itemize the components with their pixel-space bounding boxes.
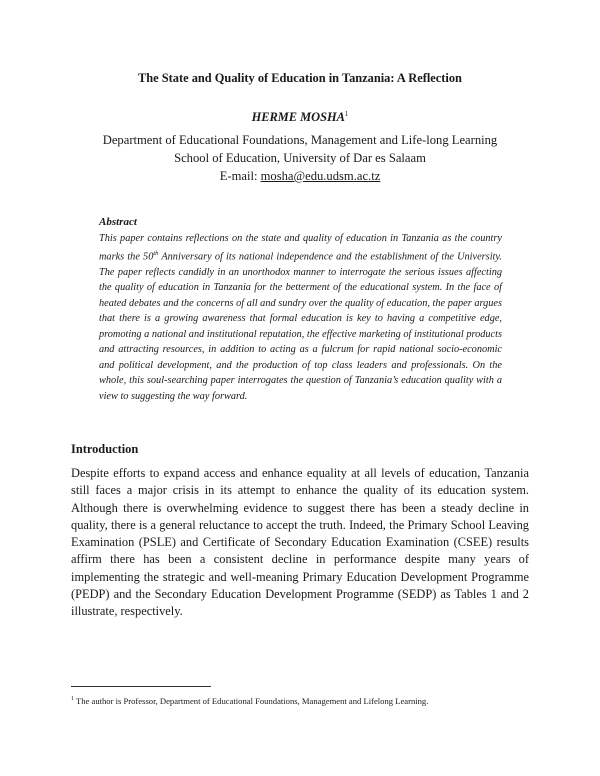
email-label: E-mail:	[219, 169, 261, 183]
abstract-heading: Abstract	[99, 216, 137, 228]
introduction-heading: Introduction	[71, 442, 139, 456]
introduction-paragraph: Despite efforts to expand access and enhance equality at all levels of education, Tanzania still faces a major crisis in its attempt to enhance the quality of its education system. Although there is overwhelming evidence to suggest there has been a steady decline in quality, there is a general reluctance to accept the truth. Indeed, the Primary School Leaving Examination (PSLE) and Certificate of Secondary Education Examination (CSEE) results affirm there has been a consistent decline in performance despite many years of implementing the strategic and well-meaning Primary Education Development Programme (PEDP) and the Secondary Education Development Programme (SEDP) as Tables 1 and 2 illustrate, respectively.	[71, 466, 529, 619]
footnote-text: The author is Professor, Department of Educational Foundations, Management and Lifelong Learning.	[74, 695, 429, 706]
footnote-divider	[71, 686, 211, 687]
author-footnote-mark: 1	[344, 110, 349, 118]
abstract-section	[99, 215, 502, 404]
author-name	[0, 110, 600, 125]
abstract-ordinal-suffix: th	[153, 250, 159, 257]
email-link[interactable]: mosha@edu.udsm.ac.tz	[260, 169, 381, 183]
affiliation-school: School of Education, University of Dar es Salaam	[174, 151, 426, 165]
author-text: HERME MOSHA	[251, 110, 345, 125]
paper-title: The State and Quality of Education in Tanzania: A Reflection	[138, 71, 462, 85]
affiliation-department: Department of Educational Foundations, Management and Life-long Learning	[102, 133, 498, 147]
affiliation-block	[0, 131, 600, 185]
footnote-mark: 1	[71, 696, 74, 702]
footnote	[71, 694, 541, 707]
abstract-text-part2: Anniversary of its national independence and the establishment of the University. The paper reflects candidly in an unorthodox manner to interrogate the serious issues affecting the quality of education in Tanzania for the betterment of the educational system. In the face of heated debates and the concerns of all and sundry over the quality of education, the paper argues that there is a growing awareness that formal education is key to having a competitive edge, promoting a national and institutional reputation, the effective marketing of institutional products and attracting resources, in addition to acting as a fulcrum for rapid national socio-economic and political development, and the production of top class leaders and professionals. On the whole, this soul-searching paper interrogates the question of Tanzania’s education quality with a view to suggesting the way forward.	[99, 251, 502, 402]
abstract-text-part1: This paper contains reflections on the state and quality of education in Tanzania as the country marks the 50	[99, 232, 502, 263]
email-line	[0, 167, 600, 185]
